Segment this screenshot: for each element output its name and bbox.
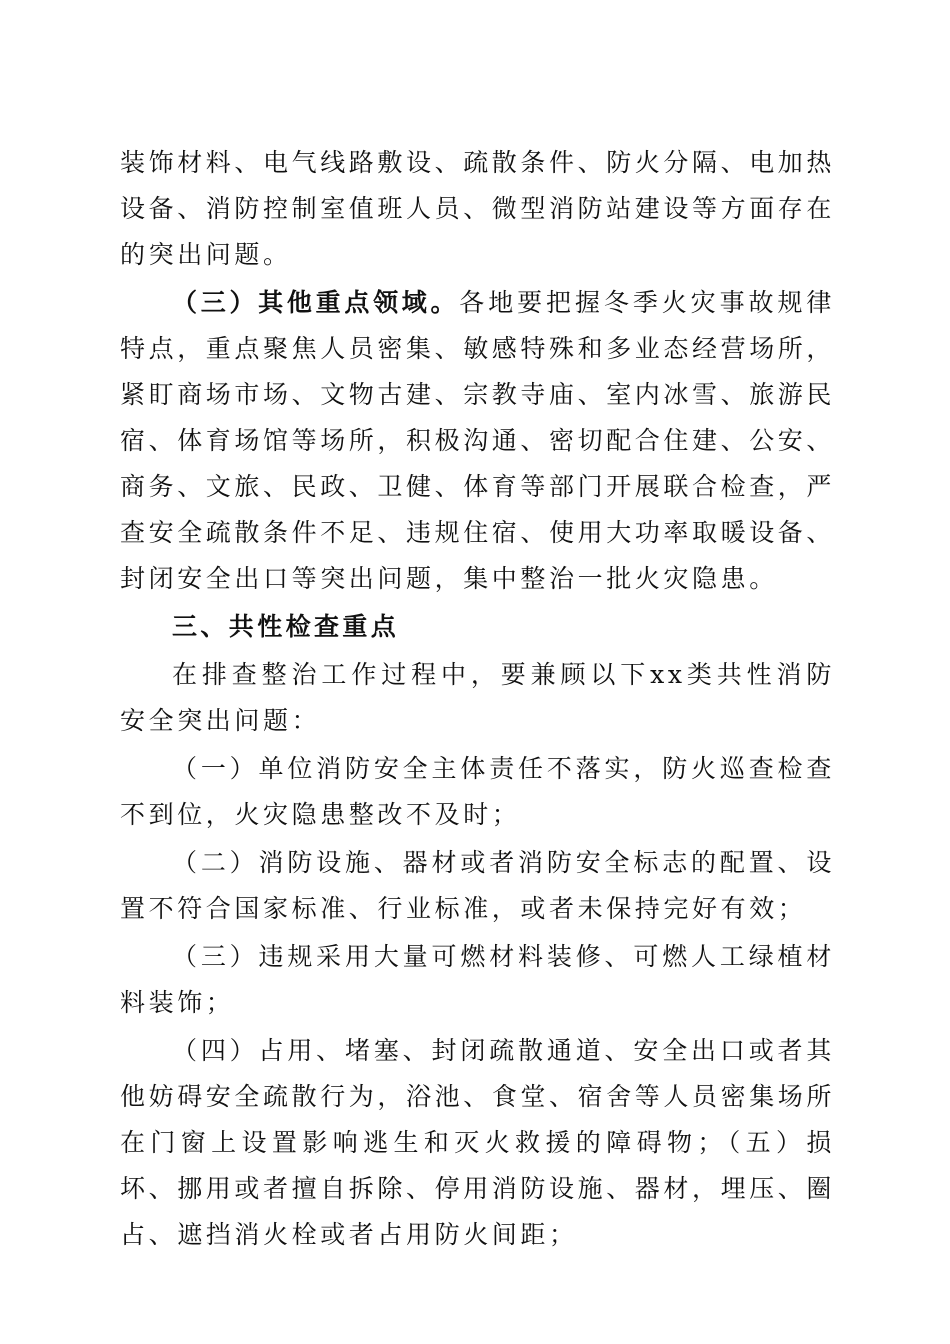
- section-3-body: 各地要把握冬季火灾事故规律特点，重点聚焦人员密集、敏感特殊和多业态经营场所，紧盯商场市场、文物古建、宗教寺庙、室内冰雪、旅游民宿、体育场馆等场所，积极沟通、密切配合住建、公安、商务、文旅、民政、卫健、体育等部门开展联合检查，严查安全疏散条件不足、违规住宿、使用大功率取暖设备、封闭安全出口等突出问题，集中整治一批火灾隐患。: [120, 288, 836, 593]
- paragraph-intro: 在排查整治工作过程中，要兼顾以下xx类共性消防安全突出问题：: [120, 660, 835, 735]
- paragraph-continued: 装饰材料、电气线路敷设、疏散条件、防火分隔、电加热设备、消防控制室值班人员、微型消防站建设等方面存在的突出问题。: [120, 148, 836, 269]
- list-item-3: （三）违规采用大量可燃材料装修、可燃人工绿植材料装饰；: [120, 942, 835, 1017]
- list-item-4: （四）占用、堵塞、封闭疏散通道、安全出口或者其他妨碍安全疏散行为，浴池、食堂、宿舍等人员密集场所在门窗上设置影响逃生和灭火救援的障碍物；（五）损坏、挪用或者擅自拆除、停用消防设施、器材，埋压、圈占、遮挡消火栓或者占用防火间距；: [120, 1036, 836, 1249]
- section-heading-common-check-points: 三、共性检查重点: [172, 612, 400, 641]
- list-item-2: （二）消防设施、器材或者消防安全标志的配置、设置不符合国家标准、行业标准，或者未保持完好有效；: [120, 848, 835, 923]
- list-item-1: （一）单位消防安全主体责任不落实，防火巡查检查不到位，火灾隐患整改不及时；: [120, 754, 835, 829]
- section-3-lead: （三）其他重点领域。: [172, 288, 460, 317]
- paragraph-other-key-areas: [120, 280, 835, 602]
- document-body: [120, 140, 835, 1260]
